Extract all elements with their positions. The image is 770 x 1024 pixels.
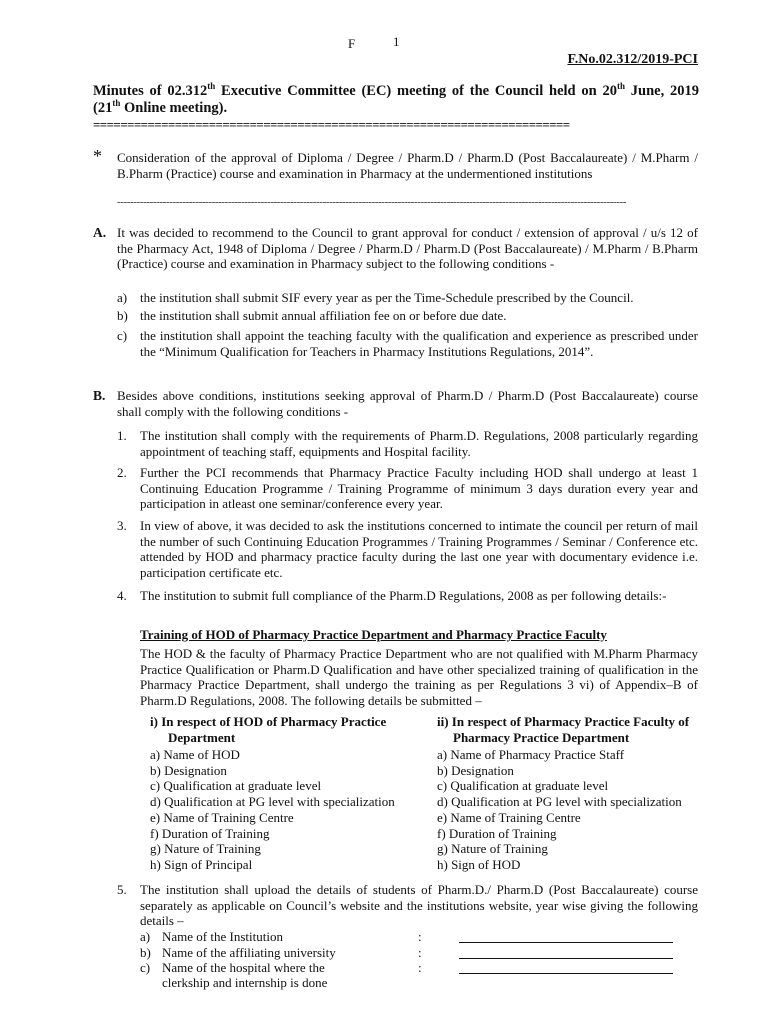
condition-b-text: the institution shall submit annual affiliation fee on or before due date. bbox=[140, 308, 507, 323]
condition-a-label: a) bbox=[117, 290, 128, 305]
item-5-text: The institution shall upload the details of students of Pharm.D./ Pharm.D (Post Baccalaureate) course separately as applicable on Council’s website and the institutions website, year wise giving the following details – bbox=[140, 882, 698, 929]
item-2-text: Further the PCI recommends that Pharmacy Practice Faculty including HOD shall undergo at least 1 Continuing Education Programme / Training Programme of minimum 3 days duration every year and participation in atleast one seminar/conference every year. bbox=[140, 465, 698, 512]
consideration-text: Consideration of the approval of Diploma / Degree / Pharm.D / Pharm.D (Post Baccalaureate) / M.Pharm / B.Pharm (Practice) course and examination in Pharmacy at the undermentioned institutions bbox=[117, 150, 698, 181]
field-c-label: c) bbox=[140, 960, 151, 975]
list-item: d) Qualification at PG level with specialization bbox=[150, 794, 395, 810]
minutes-title: Minutes of 02.312th Executive Committee (EC) meeting of the Council held on 20th June, 2019 (21th Online meeting). bbox=[93, 81, 699, 116]
item-4-label: 4. bbox=[117, 588, 127, 603]
list-item: a) Name of HOD bbox=[150, 747, 240, 762]
section-b-text: Besides above conditions, institutions seeking approval of Pharm.D / Pharm.D (Post Baccalaureate) course shall comply with the following conditions - bbox=[117, 388, 698, 419]
item-1-text: The institution shall comply with the requirements of Pharm.D. Regulations, 2008 particularly regarding appointment of teaching staff, equipments and Hospital facility. bbox=[140, 428, 698, 459]
dash-separator: ------------------------------------------------------------------------------------------------------------------------------------------------------------ bbox=[117, 196, 627, 208]
list-item: h) Sign of HOD bbox=[437, 856, 521, 872]
list-item: e) Name of Training Centre bbox=[437, 809, 581, 825]
list-item: g) Nature of Training bbox=[150, 841, 261, 857]
title-separator: ====================================================================== bbox=[93, 117, 570, 132]
item-1-label: 1. bbox=[117, 428, 127, 443]
field-a-blank-line bbox=[459, 942, 673, 943]
field-b-colon: : bbox=[418, 945, 422, 960]
page-marker-f: F bbox=[348, 36, 356, 51]
field-c-text-cont: clerkship and internship is done bbox=[162, 975, 328, 990]
condition-c-label: c) bbox=[117, 328, 128, 343]
field-a-colon: : bbox=[418, 929, 422, 944]
list-item: h) Sign of Principal bbox=[150, 856, 253, 872]
field-b-text: Name of the affiliating university bbox=[162, 945, 336, 960]
page-number: 1 bbox=[393, 34, 400, 49]
hod-details-list bbox=[150, 747, 395, 873]
faculty-details-list bbox=[437, 747, 682, 873]
field-b-blank-line bbox=[459, 958, 673, 959]
field-a-text: Name of the Institution bbox=[162, 929, 283, 944]
training-text: The HOD & the faculty of Pharmacy Practice Department who are not qualified with M.Pharm Pharmacy Practice Qualification or Pharm.D Qualification and have other specialized training of qualification in the Pharmacy Practice Department, shall undergo the training as per Regulations 3 vi) of Appendix–B of Pharm.D Regulations, 2008. The following details be submitted – bbox=[140, 646, 698, 708]
file-number: F.No.02.312/2019-PCI bbox=[567, 52, 698, 67]
list-item: a) Name of Pharmacy Practice Staff bbox=[437, 747, 625, 762]
list-item: b) Designation bbox=[150, 762, 227, 778]
section-a-text: It was decided to recommend to the Council to grant approval for conduct / extension of approval / u/s 12 of the Pharmacy Act, 1948 of Diploma / Degree / Pharm.D / Pharm.D (Post Baccalaureate) / M.Pharm / B.Pharm (Practice) course and examination in Pharmacy subject to the following conditions - bbox=[117, 225, 698, 272]
field-b-label: b) bbox=[140, 945, 151, 960]
list-item: b) Designation bbox=[437, 762, 514, 778]
hod-column-heading: i) In respect of HOD of Pharmacy Practice bbox=[150, 714, 387, 729]
hod-column-heading-cont: Department bbox=[168, 730, 236, 745]
list-item: f) Duration of Training bbox=[150, 825, 270, 841]
list-item: f) Duration of Training bbox=[437, 825, 557, 841]
faculty-column-heading-cont: Pharmacy Practice Department bbox=[453, 730, 630, 745]
item-5-label: 5. bbox=[117, 882, 127, 897]
item-3-text: In view of above, it was decided to ask the institutions concerned to intimate the council per return of mail the number of such Continuing Education Programmes / Training Programmes / Seminar / Conference etc. attended by HOD and pharmacy practice faculty during the last one year with documentary evidence i.e. participation certificate etc. bbox=[140, 518, 698, 580]
item-3-label: 3. bbox=[117, 518, 127, 533]
list-item: c) Qualification at graduate level bbox=[150, 778, 322, 794]
item-4-text: The institution to submit full compliance of the Pharm.D Regulations, 2008 as per following details:- bbox=[140, 588, 667, 603]
field-c-colon: : bbox=[418, 960, 422, 975]
list-item: d) Qualification at PG level with specialization bbox=[437, 794, 682, 810]
condition-b-label: b) bbox=[117, 308, 128, 323]
list-item: c) Qualification at graduate level bbox=[437, 778, 609, 794]
section-b-label: B. bbox=[93, 388, 106, 403]
section-a-label: A. bbox=[93, 225, 107, 240]
list-item: e) Name of Training Centre bbox=[150, 809, 294, 825]
condition-a-text: the institution shall submit SIF every year as per the Time-Schedule prescribed by the Council. bbox=[140, 290, 634, 305]
list-item: g) Nature of Training bbox=[437, 841, 548, 857]
field-c-blank-line bbox=[459, 973, 673, 974]
field-a-label: a) bbox=[140, 929, 151, 944]
condition-c-text: the institution shall appoint the teaching faculty with the qualification and experience as prescribed under the “Minimum Qualification for Teachers in Pharmacy Institutions Regulations, 2014”. bbox=[140, 328, 698, 359]
faculty-column-heading: ii) In respect of Pharmacy Practice Faculty of bbox=[437, 714, 690, 729]
consideration-bullet: * bbox=[93, 146, 102, 166]
field-c-text: Name of the hospital where the bbox=[162, 960, 325, 975]
training-heading: Training of HOD of Pharmacy Practice Department and Pharmacy Practice Faculty bbox=[140, 627, 607, 642]
item-2-label: 2. bbox=[117, 465, 127, 480]
